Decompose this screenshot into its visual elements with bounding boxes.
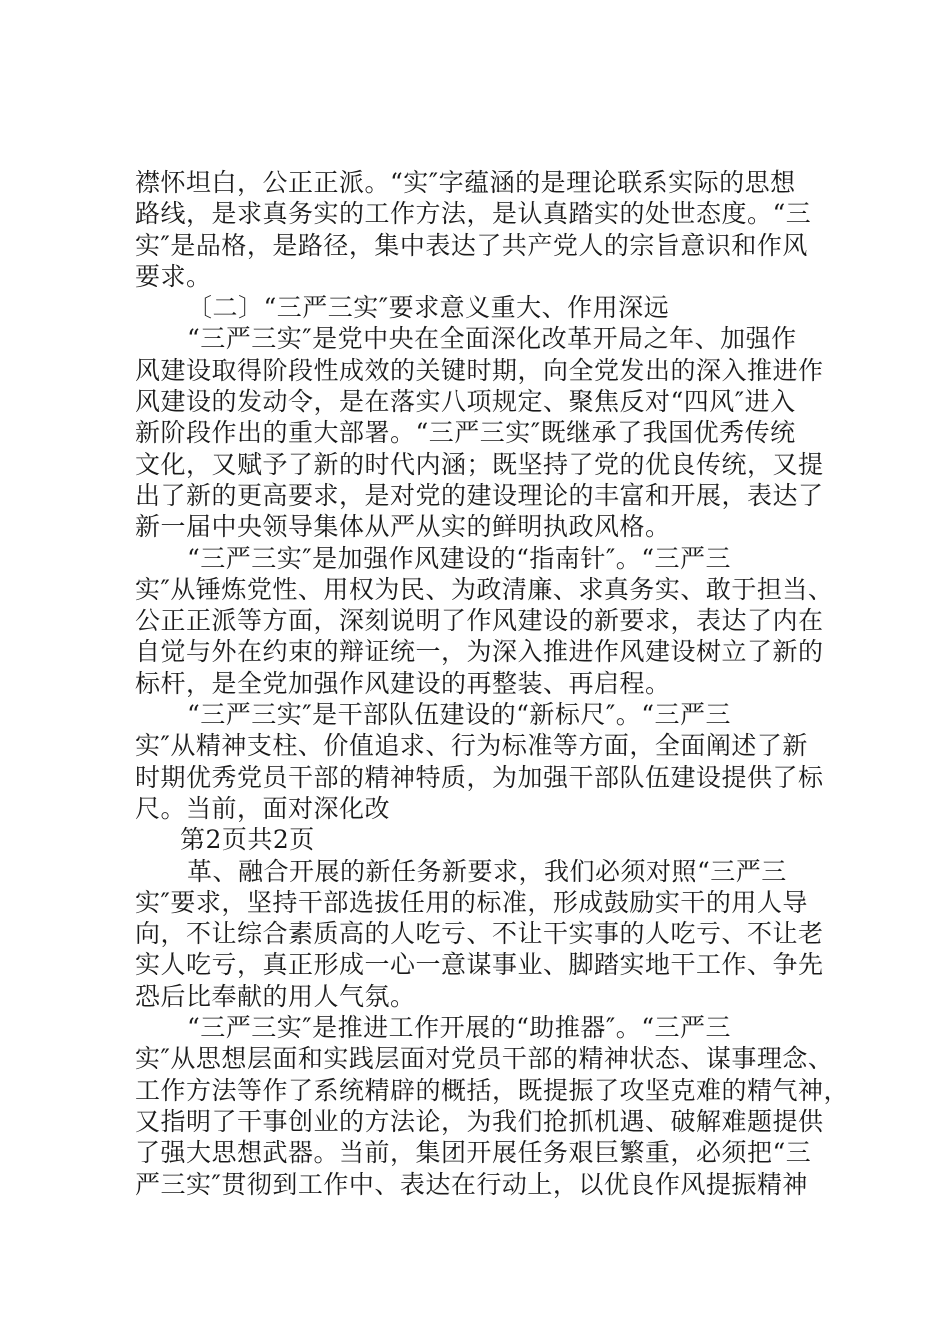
text-line: 时期优秀党员干部的精神特质，为加强干部队伍建设提供了标: [135, 762, 824, 792]
text-line: 实″从锤炼党性、用权为民、为政清廉、求真务实、敢于担当、: [135, 574, 834, 604]
paragraph-start: “三严三实″是干部队伍建设的“新标尺″。“三严三: [187, 700, 732, 730]
text-line: 新一届中央领导集体从严从实的鲜明执政风格。: [135, 512, 671, 542]
paragraph-start: “三严三实″是推进工作开展的“助推器″。“三严三: [187, 1013, 732, 1043]
text-line: 风建设的发动令，是在落实八项规定、聚焦反对“四风″进入: [135, 387, 796, 417]
text-line: 革、融合开展的新任务新要求，我们必须对照“三严三: [187, 856, 787, 886]
text-line: 实″要求，坚持干部选拔任用的标准，形成鼓励实干的用人导: [135, 887, 808, 917]
text-line: 实″从思想层面和实践层面对党员干部的精神状态、谋事理念、: [135, 1044, 834, 1074]
text-line: 恐后比奉献的用人气氛。: [135, 981, 416, 1011]
text-line: 严三实″贯彻到工作中、表达在行动上，以优良作风提振精神: [135, 1169, 808, 1199]
text-line: 了强大思想武器。当前，集团开展任务艰巨繁重，必须把“三: [135, 1138, 812, 1168]
text-line: 襟怀坦白，公正正派。“实″字蕴涵的是理论联系实际的思想: [135, 168, 796, 197]
text-line: 路线，是求真务实的工作方法，是认真踏实的处世态度。“三: [135, 199, 812, 229]
text-line: 尺。当前，面对深化改: [135, 793, 391, 823]
text-line: 实″是品格，是路径，集中表达了共产党人的宗旨意识和作风: [135, 230, 808, 260]
text-line: 风建设取得阶段性成效的关键时期，向全党发出的深入推进作: [135, 355, 824, 385]
paragraph-start: “三严三实″是加强作风建设的“指南针″。“三严三: [187, 543, 732, 573]
text-line: 出了新的更高要求，是对党的建设理论的丰富和开展，表达了: [135, 480, 824, 510]
text-line: 工作方法等作了系统精辟的概括，既提振了攻坚克难的精气神，: [135, 1075, 850, 1105]
text-line: 实人吃亏，真正形成一心一意谋事业、脚踏实地干工作、争先: [135, 950, 824, 980]
text-line: 要求。: [135, 261, 212, 291]
page-number: 第2页共2页: [180, 825, 315, 855]
text-line: 实″从精神支柱、价值追求、行为标准等方面，全面阐述了新: [135, 731, 808, 761]
text-line: 又指明了干事创业的方法论，为我们抢抓机遇、破解难题提供: [135, 1106, 824, 1136]
paragraph-start: “三严三实″是党中央在全面深化改革开局之年、加强作: [187, 324, 797, 354]
text-line: 新阶段作出的重大部署。“三严三实″既继承了我国优秀传统: [135, 418, 796, 448]
section-heading: 〔二〕“三严三实″要求意义重大、作用深远: [187, 293, 670, 323]
text-line: 标杆，是全党加强作风建设的再整装、再启程。: [135, 668, 671, 698]
text-line: 公正正派等方面，深刻说明了作风建设的新要求，表达了内在: [135, 606, 824, 636]
text-line: 向，不让综合素质高的人吃亏、不让干实事的人吃亏、不让老: [135, 919, 824, 949]
text-line: 自觉与外在约束的辩证统一，为深入推进作风建设树立了新的: [135, 637, 824, 667]
text-line: 文化，又赋予了新的时代内涵；既坚持了党的优良传统，又提: [135, 449, 824, 479]
document-body: [135, 167, 850, 1200]
